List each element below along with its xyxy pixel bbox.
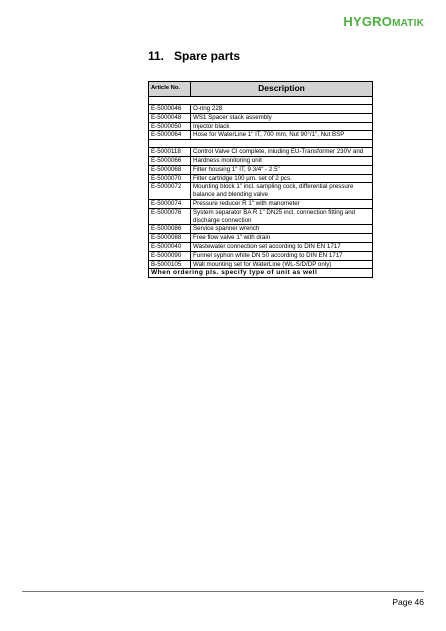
description-cell: Wastewater connection set according to DIN EN 1717 [191, 242, 373, 251]
logo-tail-text: MATIK [392, 18, 424, 29]
description-cell: Hardness monitoring unit [191, 156, 373, 165]
description-cell: System separator BA R 1" DN25 incl. connection fitting and discharge connection [191, 208, 373, 225]
description-cell: Funnel syphon white DN 50 according to DIN EN 1717 [191, 251, 373, 260]
article-number-cell: E-5000074 [149, 199, 191, 208]
description-cell: Mounting block 1" incl. sampling cock, differential pressure balance and blending valve [191, 183, 373, 200]
section-heading [148, 49, 240, 63]
section-title: Spare parts [174, 49, 241, 63]
description-cell: O-ring 228 [191, 105, 373, 114]
table-row [149, 183, 373, 200]
footer-divider [22, 591, 424, 592]
description-cell: WS1 Spacer stack assembly [191, 113, 373, 122]
description-cell: Service spanner wrench [191, 225, 373, 234]
article-number-cell: E-5000068 [149, 165, 191, 174]
description-cell: Filter cartridge 100 µm. set of 2 pcs. [191, 174, 373, 183]
article-number-cell: E-5000118 [149, 148, 191, 157]
spacer-row [149, 97, 373, 105]
table-row [149, 234, 373, 243]
article-number-cell: E-5000046 [149, 105, 191, 114]
column-header-article: Article No. [149, 82, 191, 97]
table-body [149, 97, 373, 278]
table-header-row [149, 82, 373, 97]
table-row [149, 260, 373, 269]
table-row [149, 113, 373, 122]
table-row [149, 131, 373, 140]
description-cell: Filter housing 1" IT, 9 3/4" - 2.5" [191, 165, 373, 174]
footer-row [149, 269, 373, 278]
table-row [149, 251, 373, 260]
article-number-cell: E-5000050 [149, 122, 191, 131]
table-row [149, 208, 373, 225]
spare-parts-table [148, 81, 373, 278]
article-number-cell: E-5000072 [149, 183, 191, 200]
article-number-cell: B-5000105 [149, 260, 191, 269]
table-row [149, 174, 373, 183]
table-row [149, 199, 373, 208]
section-number: 11. [148, 49, 165, 63]
description-cell: Wall mounting set for WaterLine (WL-S/D/DP only) [191, 260, 373, 269]
column-header-description: Description [191, 82, 373, 97]
description-cell: Control Valve CI complete, inluding EU-Transformer 230V and [191, 148, 373, 157]
table-row [149, 156, 373, 165]
article-number-cell: E-5000070 [149, 174, 191, 183]
table-row [149, 225, 373, 234]
article-number-cell: E-5000086 [149, 225, 191, 234]
table-row [149, 148, 373, 157]
article-number-cell: E-5000066 [149, 156, 191, 165]
description-cell: Free flow valve 1" with drain [191, 234, 373, 243]
article-number-cell: E-5000064 [149, 131, 191, 140]
spacer-cell [149, 97, 373, 105]
spacer-row [149, 140, 373, 148]
article-number-cell: E-5000040 [149, 242, 191, 251]
hygromatik-logo [343, 14, 424, 29]
spacer-cell [149, 140, 373, 148]
table-row [149, 105, 373, 114]
ordering-note: When ordering pls. specify type of unit as well [149, 269, 373, 278]
description-cell: Pressure reducer R 1" with manometer [191, 199, 373, 208]
description-cell: Injector black [191, 122, 373, 131]
description-cell: Hose for WaterLine 1" IT, 700 mm, Nut 90°/1", Nut BSP [191, 131, 373, 140]
article-number-cell: E-5000088 [149, 234, 191, 243]
logo-main-text: HYGRO [343, 14, 393, 29]
table-row [149, 242, 373, 251]
table-row [149, 122, 373, 131]
article-number-cell: E-5000090 [149, 251, 191, 260]
page-number: Page 46 [392, 597, 424, 607]
article-number-cell: E-5000076 [149, 208, 191, 225]
table-row [149, 165, 373, 174]
article-number-cell: E-5000048 [149, 113, 191, 122]
